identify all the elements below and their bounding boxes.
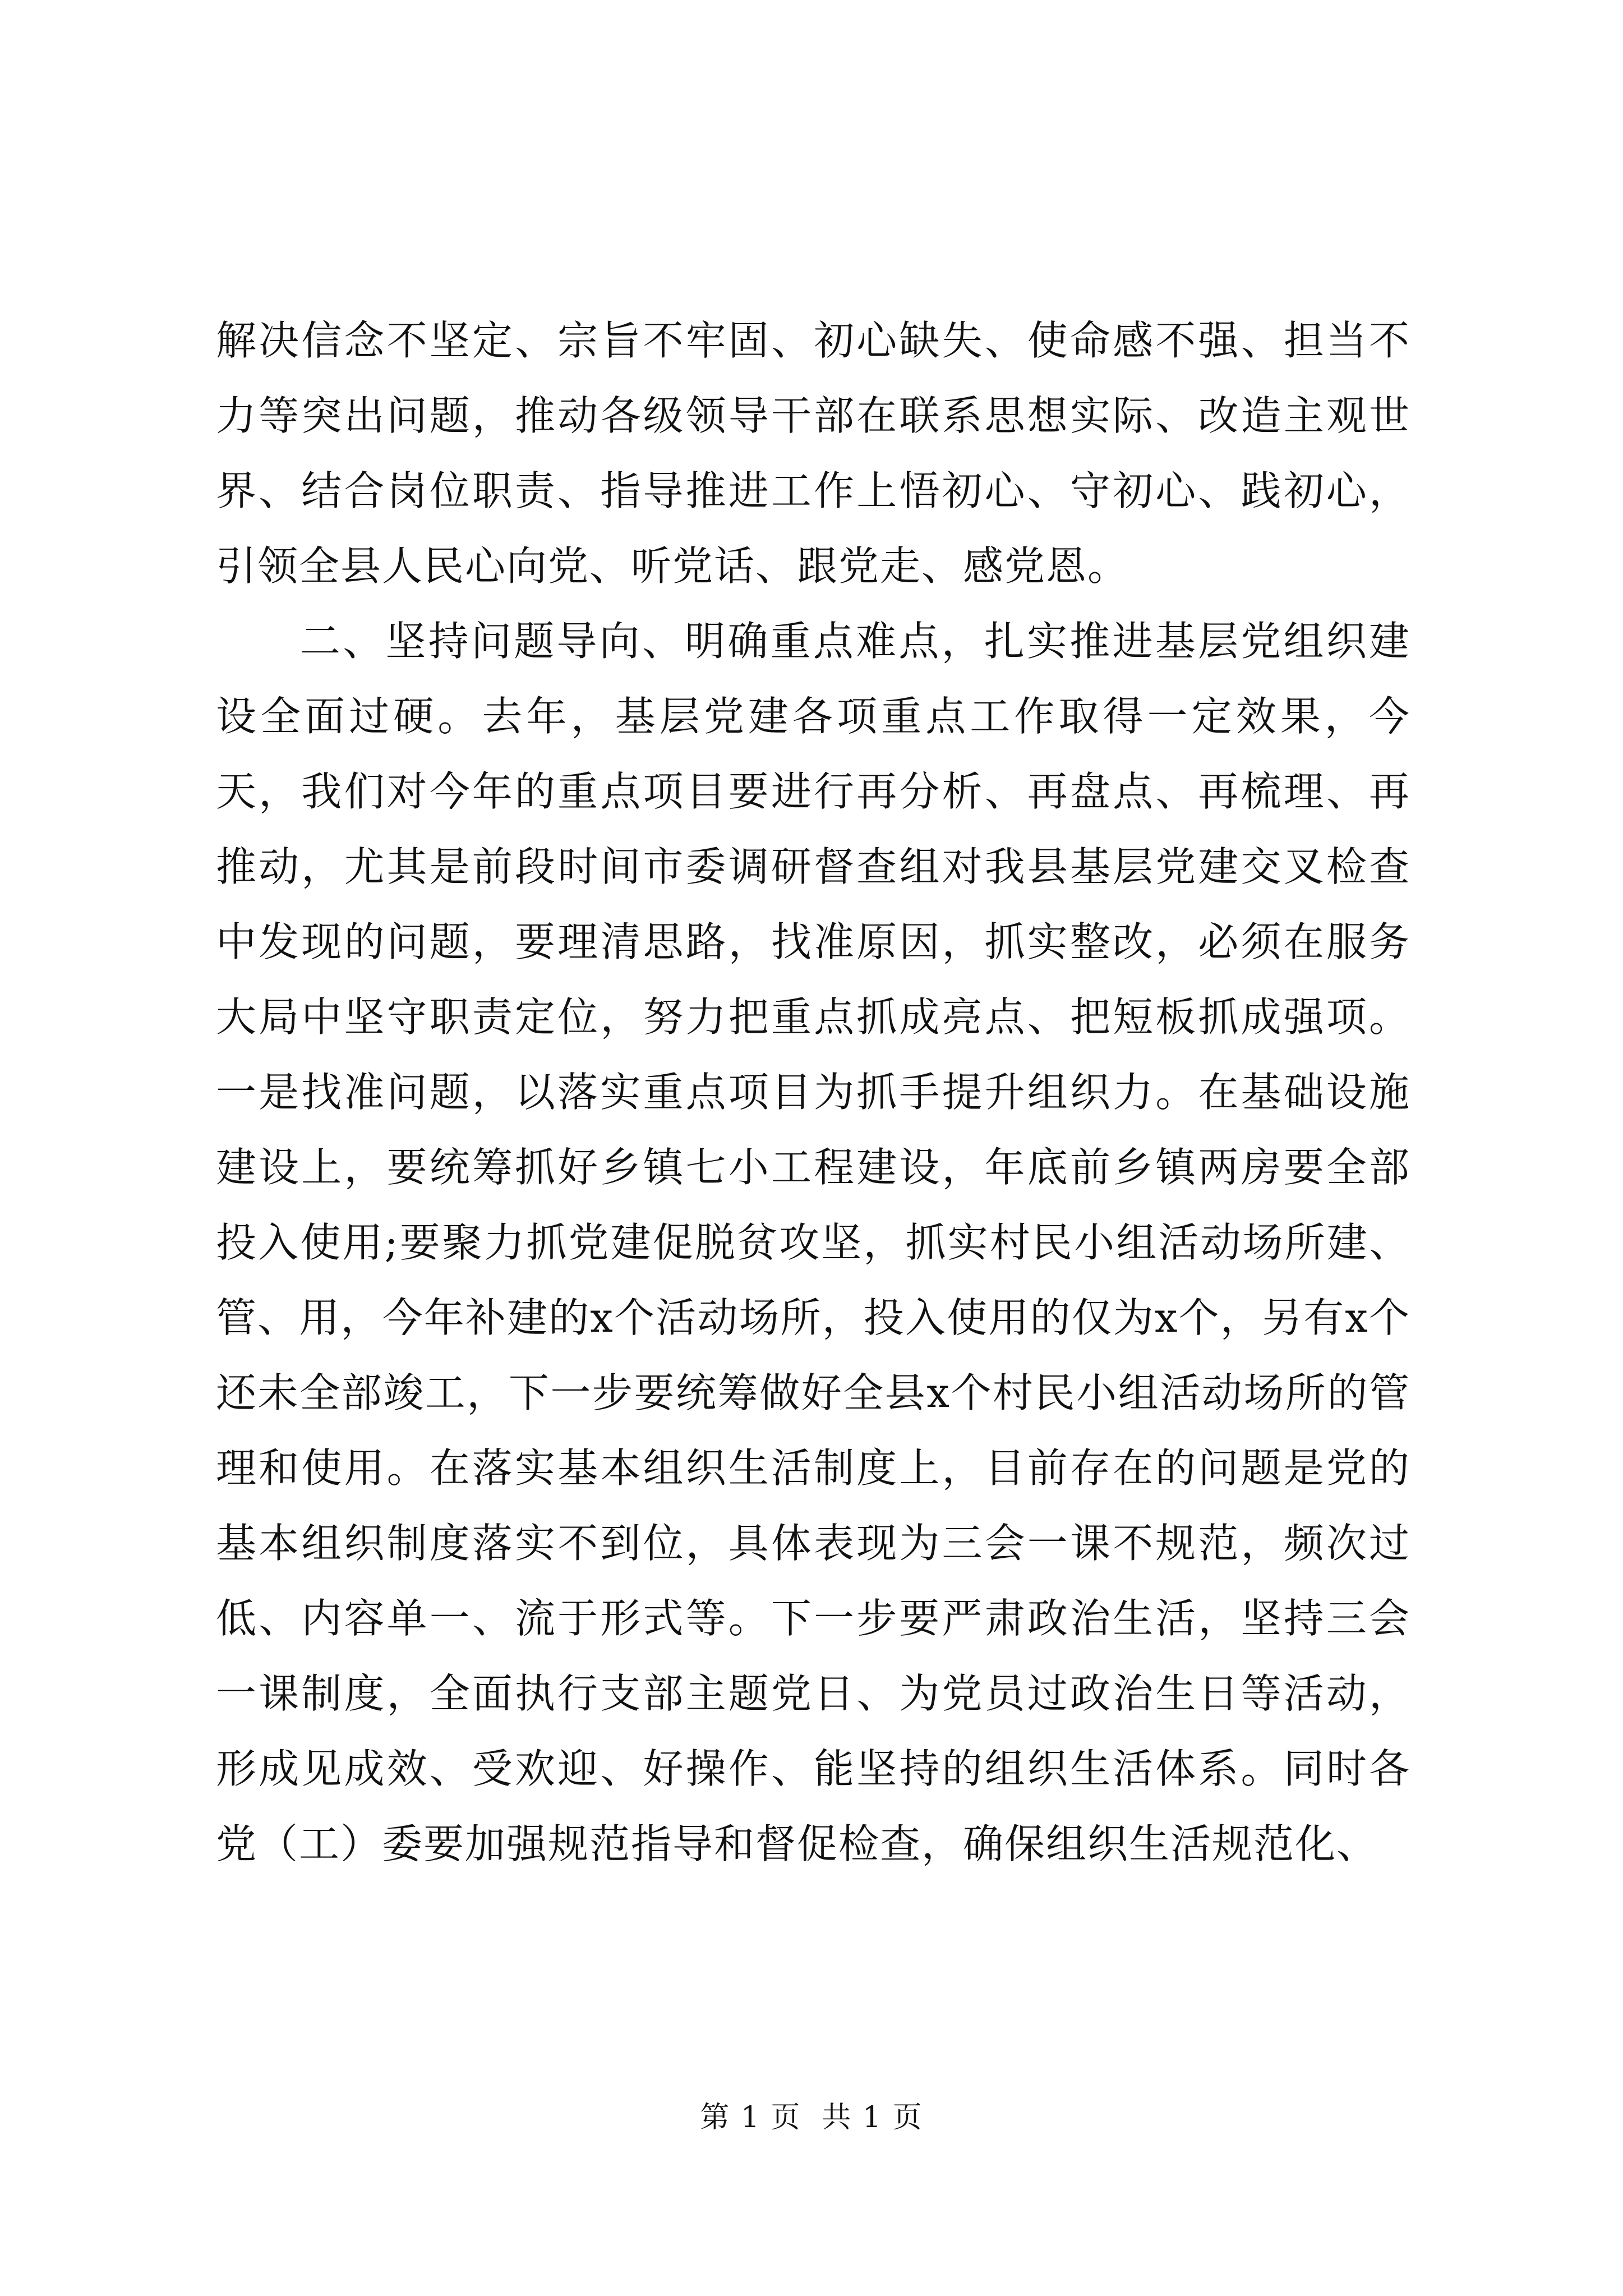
- paragraph-2: 二、坚持问题导向、明确重点难点，扎实推进基层党组织建设全面过硬。去年，基层党建各项重点工作取得一定效果，今天，我们对今年的重点项目要进行再分析、再盘点、再梳理、再推动，尤其是前段时间市委调研督查组对我县基层党建交叉检查中发现的问题，要理清思路，找准原因，抓实整改，必须在服务大局中坚守职责定位，努力把重点抓成亮点、把短板抓成强项。一是找准问题，以落实重点项目为抓手提升组织力。在基础设施建设上，要统筹抓好乡镇七小工程建设，年底前乡镇两房要全部投入使用;要聚力抓党建促脱贫攻坚，抓实村民小组活动场所建、管、用，今年补建的x个活动场所，投入使用的仅为x个，另有x个还未全部竣工，下一步要统筹做好全县x个村民小组活动场所的管理和使用。在落实基本组织生活制度上，目前存在的问题是党的基本组织制度落实不到位，具体表现为三会一课不规范，频次过低、内容单一、流于形式等。下一步要严肃政治生活，坚持三会一课制度，全面执行支部主题党日、为党员过政治生日等活动，形成见成效、受欢迎、好操作、能坚持的组织生活体系。同时各党（工）委要加强规范指导和督促检查，确保组织生活规范化、: [216, 618, 1410, 1867]
- document-body: [216, 303, 1410, 1881]
- page-footer: [0, 2098, 1623, 2137]
- paragraph-1: 解决信念不坚定、宗旨不牢固、初心缺失、使命感不强、担当不力等突出问题，推动各级领导干部在联系思想实际、改造主观世界、结合岗位职责、指导推进工作上悟初心、守初心、践初心，引领全县人民心向党、听党话、跟党走、感党恩。: [216, 317, 1410, 590]
- page-number-label: 第 1 页 共 1 页: [700, 2101, 923, 2134]
